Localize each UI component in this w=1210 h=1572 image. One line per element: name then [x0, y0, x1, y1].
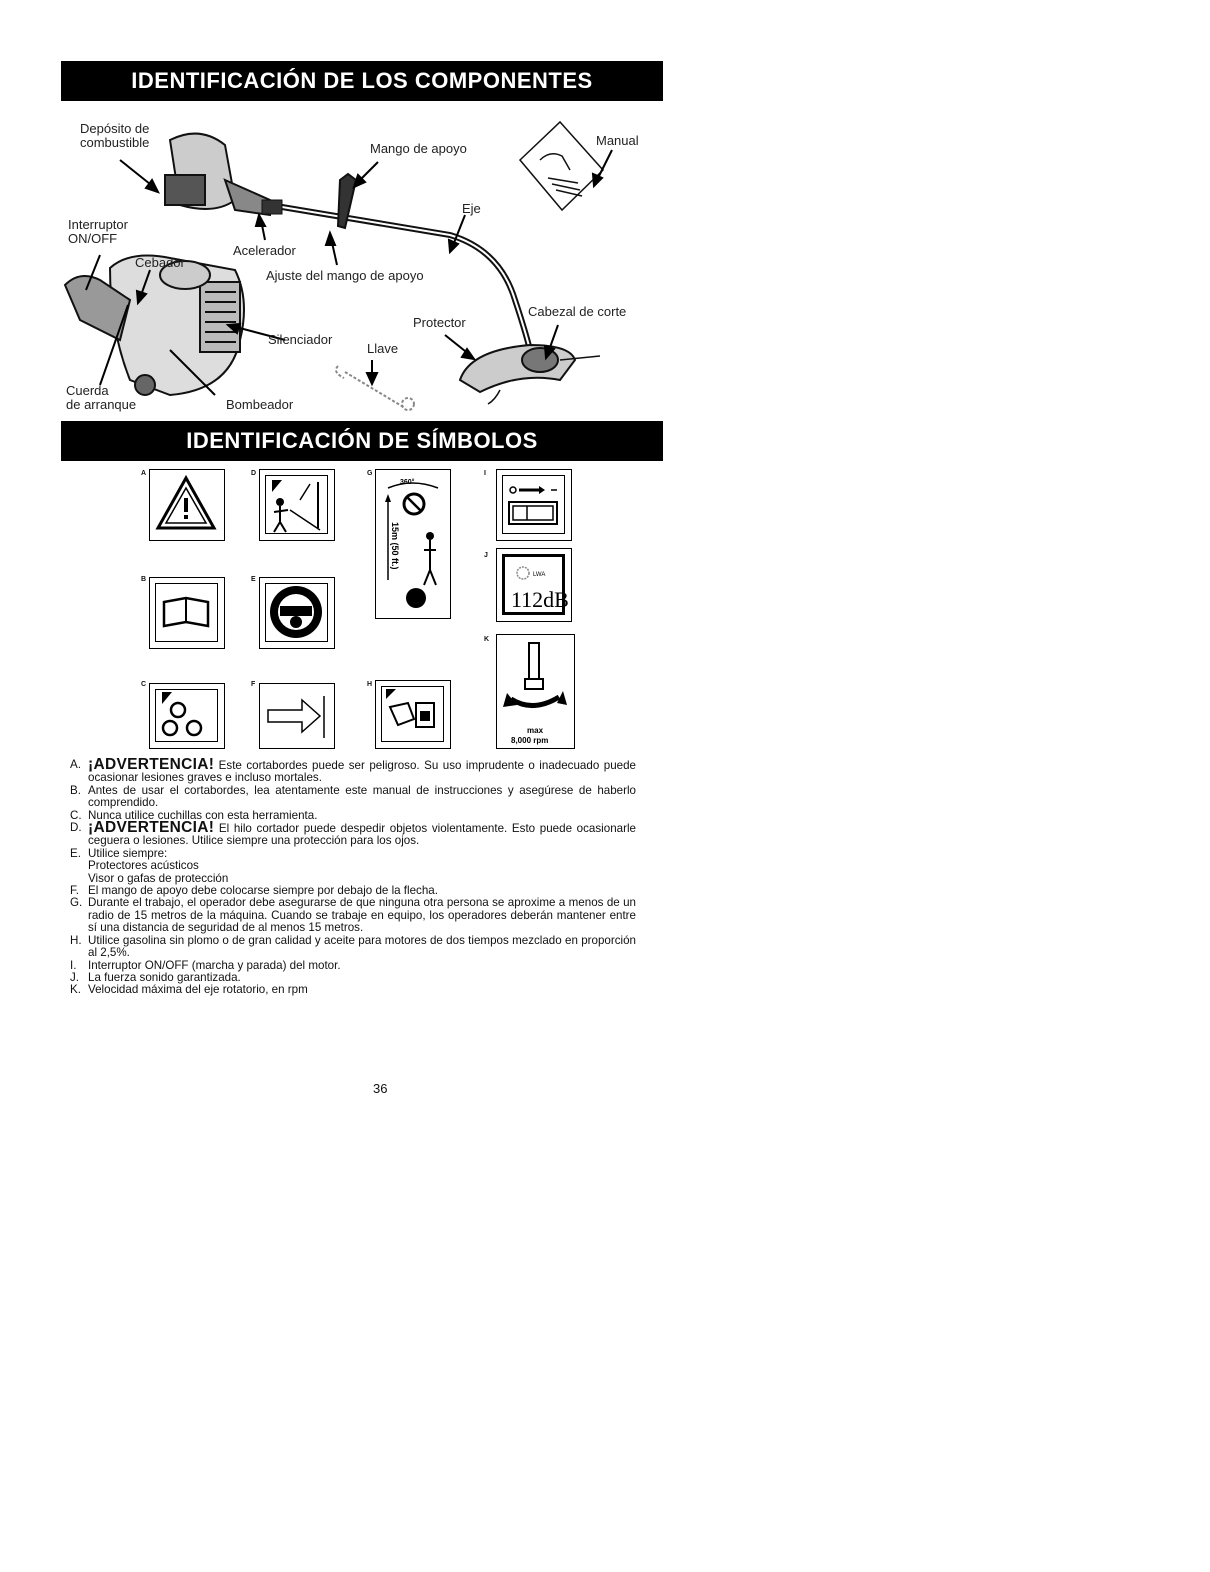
- symbol-f-arrow: [259, 683, 335, 749]
- face-protection-icon: [260, 578, 333, 647]
- j-db-text: 112dB: [511, 587, 569, 612]
- warning-label: ¡ADVERTENCIA!: [88, 756, 215, 773]
- label-cuerda-1: Cuerda: [66, 383, 109, 398]
- description-item: [70, 935, 636, 960]
- description-text-block: [88, 935, 636, 960]
- label-cebador: Cebador: [135, 255, 185, 270]
- description-text-block: [88, 785, 636, 810]
- sound-level-icon: [497, 549, 570, 620]
- rotation-icon: [497, 635, 573, 747]
- description-text: Antes de usar el cortabordes, lea atentamente este manual de instrucciones y asegúrese de haberlo comprendido.: [88, 783, 636, 810]
- description-text: Nunca utilice cuchillas con esta herramienta.: [88, 808, 318, 822]
- description-key: J.: [70, 970, 80, 984]
- label-mango: Mango de apoyo: [370, 141, 467, 156]
- symbol-letter-e: E: [251, 576, 256, 583]
- description-text: Utilice siempre:: [88, 846, 168, 860]
- thrown-objects-icon: [260, 470, 333, 539]
- description-text-block: [88, 897, 636, 934]
- symbol-i-on-off: [496, 469, 572, 541]
- label-deposito-2: combustible: [80, 135, 150, 150]
- description-text: El hilo cortador puede despedir objetos violentamente. Esto puede ocasionarle ceguera o lesiones. Utilice siempre una protección para los ojos.: [88, 822, 636, 848]
- description-text: Durante el trabajo, el operador debe asegurarse de que ninguna otra persona se aproxime a menos de un radio de 15 metros de la máquina. Cuando se trabaje en equipo, los operadores deberán mantener entre sí una distancia de seguridad de al menos 15 metros.: [88, 896, 636, 935]
- label-deposito-1: Depósito de: [80, 121, 150, 136]
- description-subline: Protectores acústicos: [88, 859, 199, 873]
- arrow-right-icon: [260, 684, 333, 747]
- symbol-letter-f: F: [251, 681, 256, 688]
- manual-drawing: [520, 122, 603, 210]
- description-text: Interruptor ON/OFF (marcha y parada) del motor.: [88, 958, 341, 972]
- label-acelerador: Acelerador: [233, 243, 296, 258]
- symbol-letter-j: J: [484, 552, 488, 559]
- warning-triangle-icon: [150, 470, 223, 539]
- description-item: [70, 756, 636, 785]
- description-key: G.: [70, 896, 83, 910]
- label-cuerda-2: de arranque: [66, 397, 137, 412]
- label-ajuste: Ajuste del mango de apoyo: [266, 268, 424, 283]
- symbol-d-thrown-objects: [259, 469, 335, 541]
- g-degrees-text: 360°: [400, 479, 415, 486]
- description-key: E.: [70, 846, 81, 860]
- description-text: Este cortabordes puede ser peligroso. Su uso imprudente o inadecuado puede ocasionar lesiones graves e incluso mortales.: [88, 759, 636, 785]
- no-blade-icon: [150, 684, 223, 747]
- label-silenciador: Silenciador: [268, 332, 333, 347]
- symbol-letter-d: D: [251, 470, 257, 477]
- label-llave: Llave: [367, 341, 399, 356]
- symbol-h-fuel-mix: [375, 680, 451, 749]
- safety-distance-icon: [376, 470, 449, 617]
- guard-drawing: [460, 345, 600, 404]
- symbol-letter-k: K: [484, 636, 490, 643]
- symbol-letter-g: G: [367, 470, 373, 477]
- label-cabezal: Cabezal de corte: [528, 304, 627, 319]
- description-text: Utilice gasolina sin plomo o de gran calidad y aceite para motores de dos tiempos mezclado en proporción al 2,5%.: [88, 933, 636, 960]
- tank-drawing: [165, 134, 270, 215]
- symbol-c-no-blades: [149, 683, 225, 749]
- label-interruptor-1: Interruptor: [68, 217, 128, 232]
- symbol-j-sound-level: [496, 548, 572, 622]
- symbol-a-warning: [149, 469, 225, 541]
- symbol-b-manual: [149, 577, 225, 649]
- fuel-can-icon: [376, 681, 449, 747]
- description-text-block: [88, 756, 636, 785]
- symbol-letter-h: H: [367, 681, 373, 688]
- description-key: D.: [70, 821, 82, 835]
- description-text: El mango de apoyo debe colocarse siempre por debajo de la flecha.: [88, 884, 438, 898]
- description-text-block: [88, 984, 636, 996]
- description-item: [70, 819, 636, 848]
- label-bombeador: Bombeador: [226, 397, 294, 412]
- description-subline: Visor o gafas de protección: [88, 871, 229, 885]
- description-key: I.: [70, 958, 77, 972]
- description-text: Velocidad máxima del eje rotatorio, en rpm: [88, 983, 308, 997]
- symbol-descriptions: [70, 756, 636, 997]
- label-manual: Manual: [596, 133, 639, 148]
- description-key: B.: [70, 783, 81, 797]
- description-key: H.: [70, 933, 82, 947]
- trimmer-illustration: [0, 0, 1210, 430]
- symbol-letter-c: C: [141, 681, 147, 688]
- symbol-g-safety-distance: [375, 469, 451, 619]
- label-eje: Eje: [462, 201, 481, 216]
- book-icon: [150, 578, 223, 647]
- k-rpm-text: 8,000 rpm: [511, 736, 549, 745]
- symbol-k-max-rpm: [496, 634, 575, 749]
- label-interruptor-2: ON/OFF: [68, 231, 118, 246]
- j-lwa-text: LWA: [533, 572, 546, 578]
- description-item: [70, 897, 636, 934]
- description-text: La fuerza sonido garantizada.: [88, 970, 241, 984]
- label-protector: Protector: [413, 315, 466, 330]
- k-max-text: max: [527, 726, 544, 735]
- symbol-letter-i: I: [484, 470, 486, 477]
- description-text-block: [88, 819, 636, 848]
- symbol-letter-b: B: [141, 576, 147, 583]
- description-key: C.: [70, 808, 82, 822]
- page-number: 36: [373, 1081, 388, 1096]
- description-text-block: [88, 848, 636, 885]
- description-item: [70, 984, 636, 996]
- description-key: K.: [70, 983, 81, 997]
- description-item: [70, 848, 636, 885]
- description-item: [70, 785, 636, 810]
- components-section-title: IDENTIFICACIÓN DE LOS COMPONENTES: [61, 61, 663, 101]
- symbols-section-title: IDENTIFICACIÓN DE SÍMBOLOS: [61, 421, 663, 461]
- switch-icon: [497, 470, 570, 539]
- description-key: A.: [70, 758, 81, 771]
- symbol-letter-a: A: [141, 470, 147, 477]
- description-key: F.: [70, 884, 80, 898]
- g-distance-text: 15m (50 ft.): [390, 522, 400, 570]
- symbol-e-protection: [259, 577, 335, 649]
- warning-label: ¡ADVERTENCIA!: [88, 819, 215, 837]
